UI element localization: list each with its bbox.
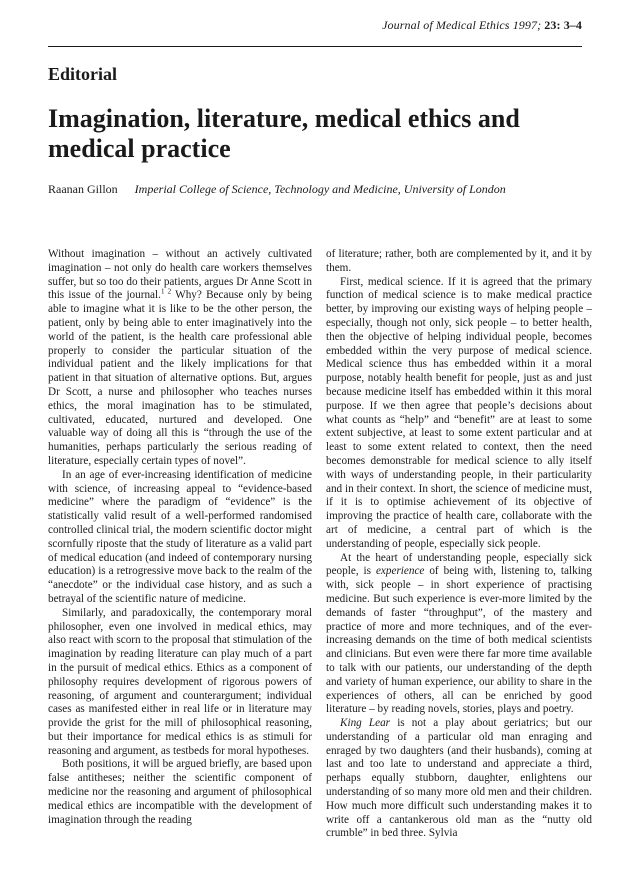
byline [48,182,506,197]
header-rule [48,46,582,47]
author-affiliation: Imperial College of Science, Technology and Medicine, University of London [134,182,506,196]
paragraph: Similarly, and paradoxically, the contemporary moral philosopher, even one involved in medical ethics, may also react with scorn to the proposal that stimulation of the imagination by reading literature can play much of a part in the pursuit of medical ethics. Ethics as a component of philosophy requires development of rigorous powers of reasoning, of argument and counterargument; individual cases as manifested either in real life or in literature may provide the grist for the mill of philosophical reasoning, but their importance for medical ethics is as stimuli for reasoning and argument, as testbeds for moral hypotheses. [48,606,312,757]
paragraph: In an age of ever-increasing identification of medicine with science, of increasing appeal to “evidence-based medicine” where the paradigm of “evidence” is the statistically valid result of a well-performed randomised controlled clinical trial, the modern scientific doctor might scornfully riposte that the study of literature as a valid part of medical education (and indeed of contemporary nursing education) is a retrogressive move back to the realm of the “anecdote” or the individual case history, and as such a betrayal of the scientific nature of medicine. [48,468,312,605]
paragraph: First, medical science. If it is agreed that the primary function of medical science is to make medical practice better, by improving our existing ways of helping people – especially, though not only, sick people – to better health, then the objective of helping individual people, becomes embedded within the very purpose of medical science. Medical science thus has embedded within it a moral purpose, notably health benefit for people, just as and just because medicine itself has embedded within it this moral purpose. If we then agree that people’s decisions about what counts as “help” and “benefit” are at least to some extent subjective, at least to some extent particular and at least to some extent related to context, then the need becomes demonstrable for medical science to ally itself with ways of understanding people, in their particularity and in their context. In short, the science of medicine must, if it is to optimise achievement of its objective of improving the practice of health care, collaborate with the art of medicine, a central part of which is the understanding of people, especially sick people. [326,275,592,550]
left-column [48,248,312,827]
paragraph: of literature; rather, both are complemented by it, and it by them. [326,248,592,274]
article-title: Imagination, literature, medical ethics and medical practice [48,104,520,163]
section-label: Editorial [48,64,118,84]
play-title-king-lear: King Lear [340,717,391,730]
paragraph: Without imagination – without an actively cultivated imagination – not only do health care workers themselves suffer, but so too do their patients, argues Dr Anne Scott in this issue of the journal.$^{1 2}$ Why? Because only by being able to imagine what it is like to be the other person, the patient, only by being able to enter imaginatively into the world of the patient, is the health care professional able properly to consider the particular situation of the individual patient and the likely implications for that patient in that situation of alternative options. But, argues Dr Scott, a nurse and philosopher who teaches nurses ethics, the moral imagination has to be stimulated, cultivated, educated, nurtured and developed. One valuable way of doing all this is “through the use of the humanities, perhaps particularly the serious reading of literature, especially certain types of novel”. [48,248,312,467]
right-column [326,248,592,841]
footnote-refs: 1 2 [160,287,172,296]
paragraph: At the heart of understanding people, especially sick people, is experience of being with, listening to, talking with, sick people – in short experience of practising medicine. But such experience is ever-more limited by the demands of faster “throughput”, of the mastery and practice of more and more techniques, and of the ever-increasing demands on the time of both medical scientists and clinicians. But even were there far more time available to talk with our patients, our understanding of the depth and variety of human experience, our ability to share in the experiences of others, all can be enriched by good literature – by reading novels, stories, plays and poetry. [326,551,592,716]
journal-volume-pages: 23: 3–4 [544,18,582,32]
journal-header [382,18,582,33]
author-name: Raanan Gillon [48,182,118,196]
paragraph: Both positions, it will be argued briefly, are based upon false antitheses; neither the scientific component of medicine nor the reasoning and argument of philosophical medical ethics are incompatible with the development of imagination through the reading [48,758,312,826]
journal-name: Journal of Medical Ethics [382,18,510,32]
paragraph: King Lear is not a play about geriatrics; but our understanding of a particular old man enraging and enraged by two daughters (and their husbands), coming at last and too late to understand and appreciate a third, perhaps equally stubborn, daughter, enlightens our understanding of so many more old men and their children. How much more difficult such understanding makes it to write off a cantankerous old man as the “nutty old crumble” in bed three. Sylvia [326,717,592,840]
journal-year: 1997; [512,18,542,32]
emphasis-experience: experience [375,565,425,578]
